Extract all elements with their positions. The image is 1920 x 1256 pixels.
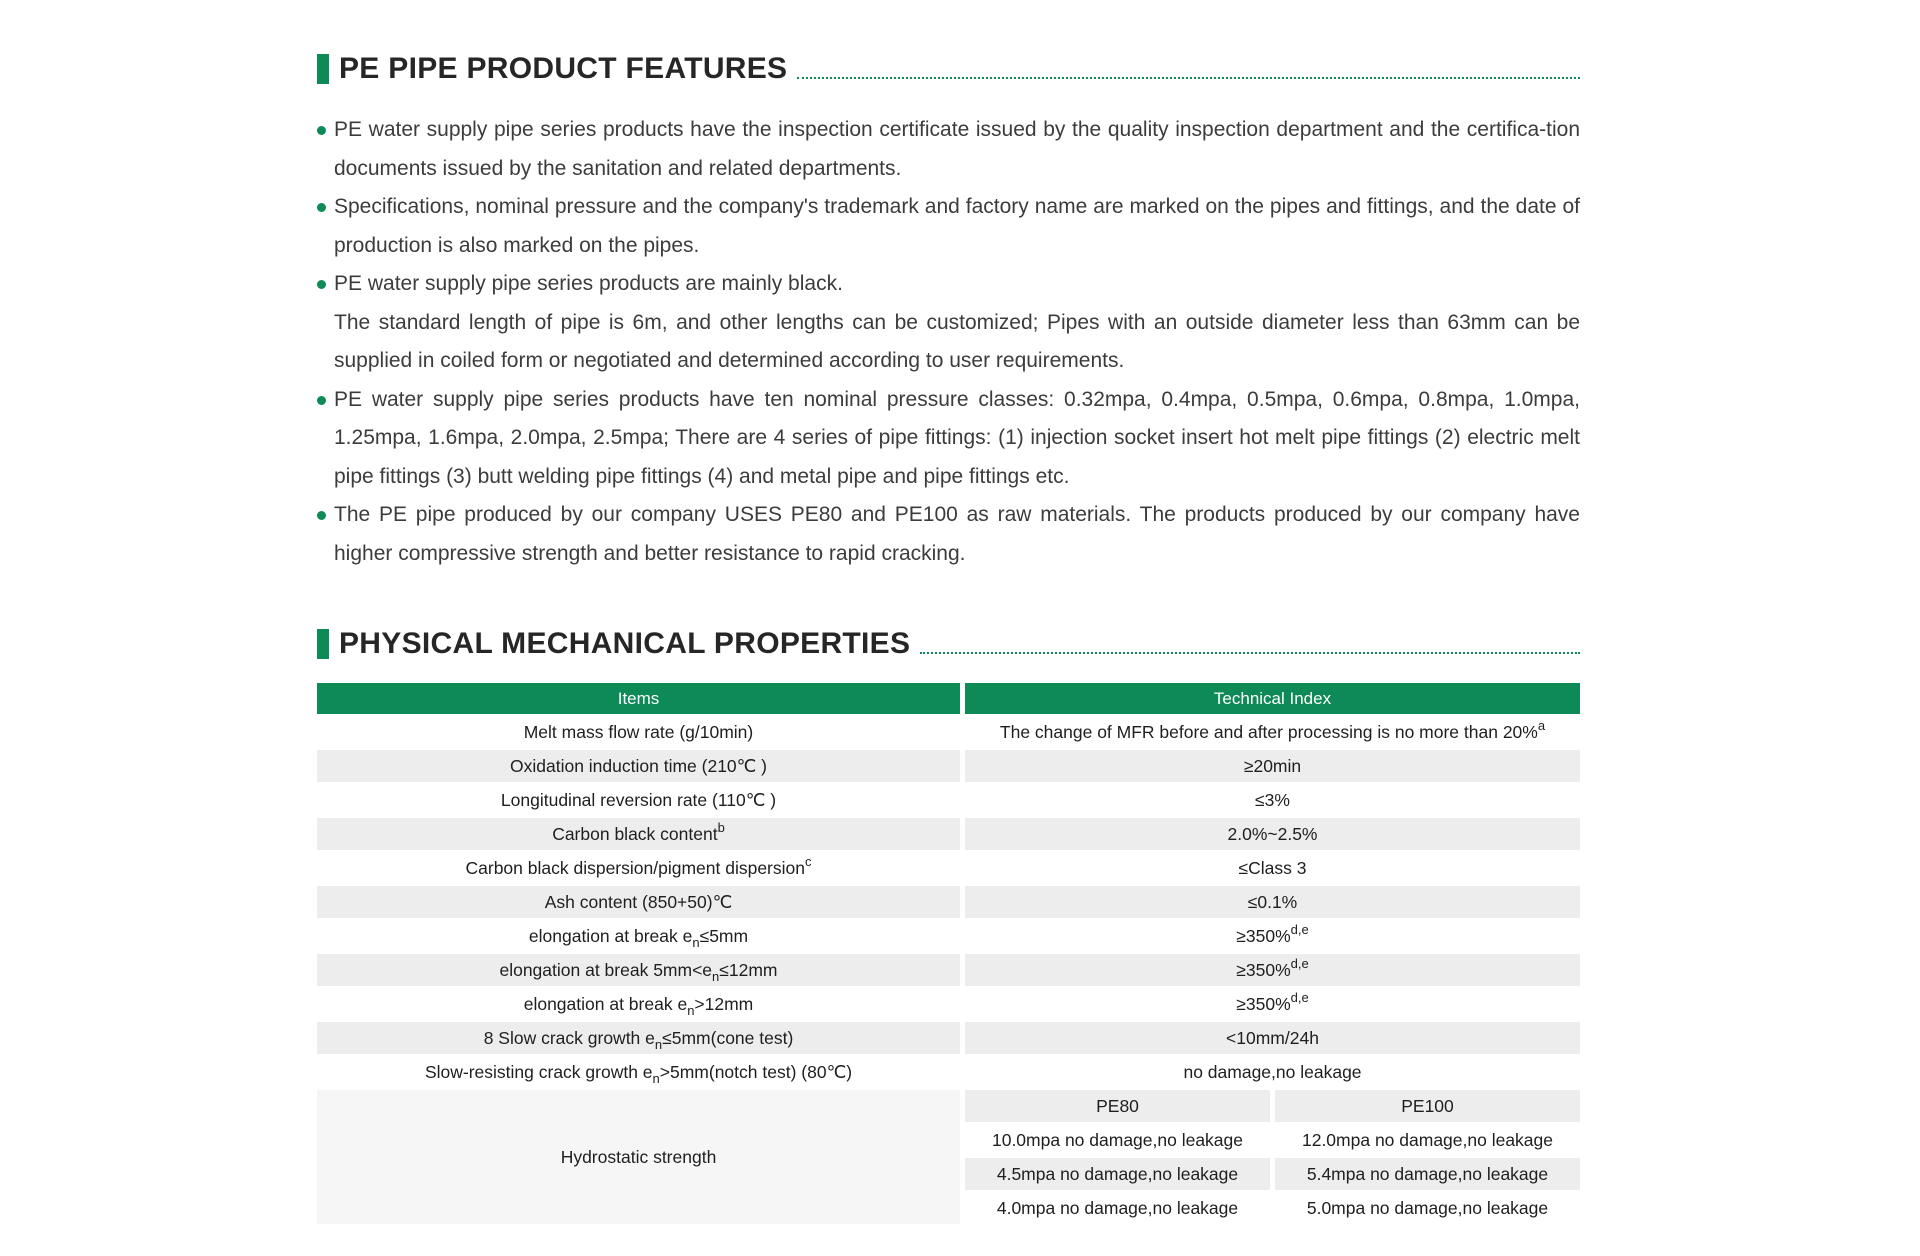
dotted-leader-line [797,77,1580,79]
table-row [317,886,1580,918]
technical-index-column-header: Technical Index [965,683,1580,714]
table-row [317,784,1580,816]
feature-text: Specifications, nominal pressure and the company's trademark and factory name are marked on the pipes and fittings, and the date of production is also marked on the pipes. [334,195,1580,257]
table-row [317,920,1580,952]
bullet-dot-icon [317,126,326,135]
value-cell: The change of MFR before and after processing is no more than 20% a [999,717,1546,742]
item-cell: Melt mass flow rate (g/10min) [523,721,754,742]
dotted-leader-line [920,652,1580,654]
item-cell: elongation at break e n >12mm [523,993,754,1018]
list-item [317,381,1580,497]
value-cell: no damage,no leakage [1183,1061,1362,1082]
bullet-dot-icon [317,203,326,212]
feature-text: PE water supply pipe series products are mainly black. [334,272,843,295]
item-cell: 8 Slow crack growth e n ≤5mm(cone test) [317,1022,960,1054]
features-title: PE PIPE PRODUCT FEATURES [339,52,788,85]
table-row [317,852,1580,884]
properties-title: PHYSICAL MECHANICAL PROPERTIES [339,627,911,660]
item-cell: Slow-resisting crack growth e n >5mm(notch test) (80℃) [424,1061,853,1086]
item-cell: Oxidation induction time (210℃ ) [317,750,960,782]
table-row [965,1192,1580,1224]
item-cell: Carbon black dispersion/pigment dispersion c [465,853,812,878]
list-item [317,265,1580,381]
pe80-header: PE80 [965,1090,1270,1122]
item-cell: Longitudinal reversion rate (110℃ ) [500,789,777,810]
feature-text: PE water supply pipe series products have ten nominal pressure classes: 0.32mpa, 0.4mpa, 0.5mpa, 0.6mpa, 0.8mpa, 1.0mpa, 1.25mpa, 1.6mpa, 2.0mpa, 2.5mpa; There are 4 series of pipe fittings: (1) injection socket insert hot melt pipe fittings (2) electric melt pipe fittings (3) butt welding pipe fittings (4) and metal pipe and pipe fittings etc. [334,387,1580,488]
properties-section [317,627,1580,1224]
value-cell: 4.0mpa no damage,no leakage [996,1197,1239,1218]
value-cell: 2.0%~2.5% [965,818,1580,850]
features-list [317,111,1580,573]
value-cell: ≤0.1% [965,886,1580,918]
hydrostatic-strength-label: Hydrostatic strength [317,1090,960,1224]
value-cell: ≤3% [1255,789,1290,810]
value-cell: ≥20min [965,750,1580,782]
table-row [317,954,1580,986]
table-row [317,988,1580,1020]
items-column-header: Items [317,683,960,714]
value-cell: ≤Class 3 [1238,857,1307,878]
feature-text: The PE pipe produced by our company USES PE80 and PE100 as raw materials. The products produced by our company have higher compressive strength and better resistance to rapid cracking. [334,503,1580,565]
table-row [317,1022,1580,1054]
feature-text: PE water supply pipe series products have the inspection certificate issued by the quality inspection department and the certifica-tion documents issued by the sanitation and related departments. [334,118,1580,180]
value-cell: 12.0mpa no damage,no leakage [1301,1129,1554,1150]
table-row [965,1124,1580,1156]
pe100-header: PE100 [1275,1090,1580,1122]
properties-table [317,683,1580,1224]
value-cell: 4.5mpa no damage,no leakage [965,1158,1270,1190]
properties-section-heading [317,627,1580,661]
value-cell: 10.0mpa no damage,no leakage [991,1129,1244,1150]
material-header-row [965,1090,1580,1122]
value-cell: 5.4mpa no damage,no leakage [1275,1158,1580,1190]
table-row [317,716,1580,748]
table-header-row [317,683,1580,714]
table-row [965,1158,1580,1190]
green-accent-bar-icon [317,54,329,84]
value-cell: ≥350% d,e [965,954,1580,986]
value-cell: 5.0mpa no damage,no leakage [1306,1197,1549,1218]
value-cell: <10mm/24h [965,1022,1580,1054]
hydrostatic-strength-block [317,1090,1580,1224]
table-row [317,750,1580,782]
item-cell: elongation at break e n ≤5mm [528,925,749,950]
list-item [317,111,1580,188]
table-row [317,1056,1580,1088]
list-item [317,188,1580,265]
value-cell: ≥350% d,e [1236,921,1309,946]
green-accent-bar-icon [317,629,329,659]
feature-text-more: The standard length of pipe is 6m, and other lengths can be customized; Pipes with an outside diameter less than 63mm can be supplied in coiled form or negotiated and determined according to user requirements. [334,310,1580,372]
features-section-heading [317,52,1580,86]
table-row [317,818,1580,850]
bullet-dot-icon [317,280,326,289]
item-cell: elongation at break 5mm<e n ≤12mm [317,954,960,986]
item-cell: Ash content (850+50)℃ [317,886,960,918]
bullet-dot-icon [317,396,326,405]
item-cell: Carbon black content b [317,818,960,850]
value-cell: ≥350% d,e [1236,989,1309,1014]
page-content [317,0,1580,1224]
list-item [317,496,1580,573]
bullet-dot-icon [317,511,326,520]
